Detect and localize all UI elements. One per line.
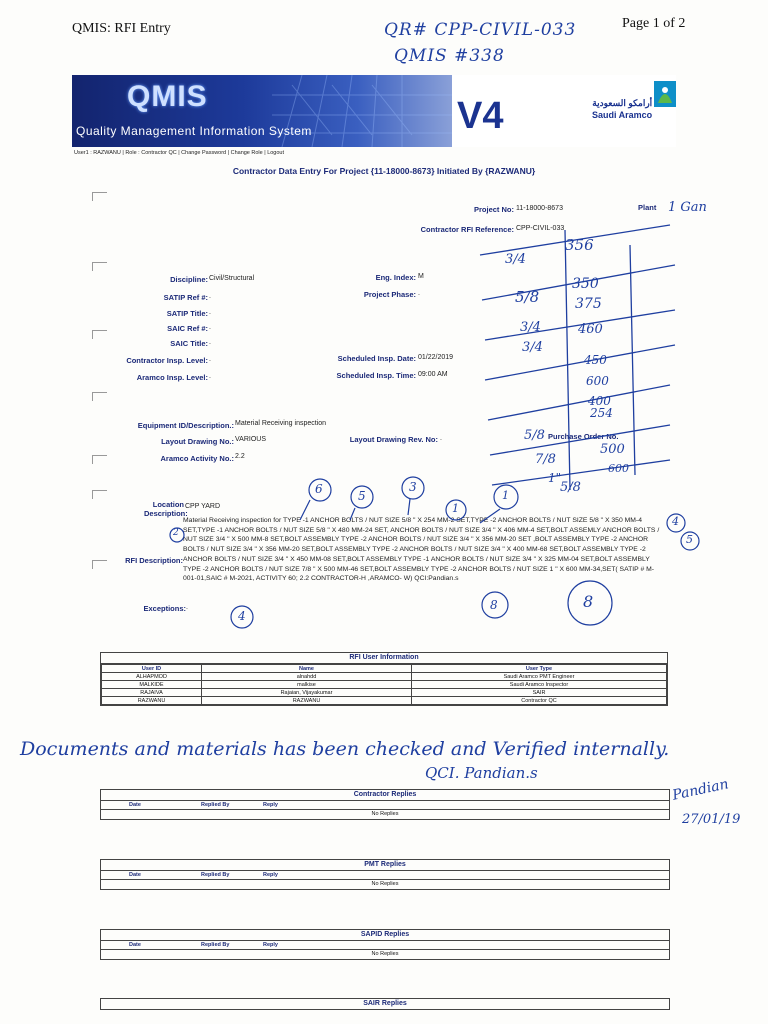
table-row — [102, 689, 667, 697]
handwritten-calc-10: 600 — [586, 374, 609, 388]
project-no-value: 11-18000-8673 — [516, 205, 563, 212]
cell-user-type: Saudi Aramco Inspector — [412, 681, 667, 689]
saudi-aramco-logo — [592, 97, 652, 121]
cell-user-type: SAIR — [412, 689, 667, 697]
handwritten-qr-number: QR# CPP-CIVIL-033 — [384, 20, 577, 40]
col-user-type: User Type — [412, 665, 667, 673]
cell-user-id: ALHAPMOD — [102, 673, 202, 681]
cell-name: malkise — [202, 681, 412, 689]
purchase-order-label: Purchase Order No. — [548, 432, 619, 441]
layout-rev-label: Layout Drawing Rev. No: — [349, 435, 438, 444]
col-name: Name — [202, 665, 412, 673]
aramco-emblem-icon — [654, 81, 676, 107]
sched-time-value: 09:00 AM — [418, 371, 448, 378]
rfi-user-info-title: RFI User Information — [101, 653, 667, 664]
plant-label: Plant — [638, 203, 657, 212]
discipline-value: Civil/Structural — [209, 275, 255, 282]
sapid-replies-section — [100, 929, 670, 960]
no-replies-text: No Replies — [371, 951, 399, 957]
col-date: Date — [129, 872, 141, 878]
col-user-id: User ID — [102, 665, 202, 673]
handwritten-calc-17: 1" — [548, 471, 562, 485]
circle-mark-8: 2 — [173, 528, 179, 538]
circle-mark-9: 4 — [238, 609, 246, 623]
handwritten-calc-3: 5/8 — [515, 288, 540, 306]
col-reply: Reply — [263, 942, 278, 948]
cell-user-id: MALKIDE — [102, 681, 202, 689]
handwritten-calc-5: 375 — [575, 296, 602, 312]
eng-index-value: M — [418, 273, 424, 280]
satip-title-label: SATIP Title: — [166, 309, 208, 318]
table-row — [102, 697, 667, 705]
sair-replies-title: SAIR Replies — [101, 999, 669, 1010]
cell-name: Rajaian, Vijayakumar — [202, 689, 412, 697]
col-date: Date — [129, 942, 141, 948]
rfi-description-value: Material Receiving inspection for TYPE -1 ANCHOR BOLTS / NUT SIZE 5/8 " X 254 MM-2 SET,TYPE -2 ANCHOR BOLTS / NUT SIZE 5/8 " X 350 MM-4 SET,TYPE -1 ANCHOR BOLTS / NUT SIZE 5/8 " X 480 MM-24 SET, ANCHOR BOLTS / NUT SIZE 3/4 " X 406 MM-4 SET,BOLT ASSEMLY ANCHOR BOLTS / NUT SIZE 3/4 " X 500 MM-8 SET,BOLT ASSEMBLY TYPE -2 ANCHOR BOLTS / NUT SIZE 3/4 " X 356 MM-20 SET ,BOLT ASSEMBLY TYPE -2 ANCHOR BOLTS / NUT SIZE 3/4 " X 356 MM-20 SET,BOLT ASSEMBLY TYPE -2 ANCHOR BOLTS / NUT SIZE 3/4 " X 400 MM-68 SET,BOLT ASSEMBLY TYPE -2 ANCHOR BOLTS / NUT SIZE 3/4 " X 450 MM-08 SET,BOLT ASSEMBLY TYPE -1 ANCHOR BOLTS / NUT SIZE 3/4 " X 325 MM-04 SET,BOLT ASSEMBLY TYPE -2 ANCHOR BOLTS / NUT SIZE 7/8 " X 500 MM-46 SET,BOLT ASSEMBLY TYPE -2 ANCHOR BOLTS / NUT SIZE 1 " X 600 MM-34,SET( SATIP # M-001-01,SAIC # M-2021, ACTIVITY 60; 2.2 CONTRACTOR-H ,ARAMCO- W) QCI:Pandian.s — [183, 517, 660, 583]
sair-replies-section — [100, 998, 670, 1010]
page-number: Page 1 of 2 — [622, 16, 686, 31]
handwritten-calc-4: 350 — [572, 276, 599, 292]
activity-label: Aramco Activity No.: — [160, 454, 234, 463]
qmis-logo: QMIS — [127, 80, 208, 113]
document-title: QMIS: RFI Entry — [72, 21, 171, 36]
aramco-insp-value: . — [209, 373, 211, 380]
rfi-description-label: RFI Description: — [125, 556, 183, 565]
cell-user-type: Contractor QC — [412, 697, 667, 705]
handwritten-qci-name: QCI. Pandian.s — [425, 764, 538, 782]
saic-title-label: SAIC Title: — [170, 339, 208, 348]
rfi-user-info-table — [100, 652, 668, 706]
sched-date-label: Scheduled Insp. Date: — [337, 354, 416, 363]
contractor-ref-value: CPP-CIVIL-033 — [516, 225, 565, 232]
handwritten-calc-9: 450 — [584, 353, 607, 367]
col-replied-by: Replied By — [201, 802, 230, 808]
exceptions-label: Exceptions: — [143, 604, 186, 613]
form-title: Contractor Data Entry For Project {11-18000-8673} Initiated By {RAZWANU} — [232, 166, 536, 176]
col-date: Date — [129, 802, 141, 808]
sched-time-label: Scheduled Insp. Time: — [336, 371, 416, 380]
sapid-replies-title: SAPID Replies — [101, 930, 669, 941]
version-label: V4 — [457, 95, 504, 137]
cell-user-id: RAZWANU — [102, 697, 202, 705]
circled-annotation-marks — [150, 475, 710, 635]
handwritten-calc-1: 356 — [565, 236, 594, 254]
col-replied-by: Replied By — [201, 872, 230, 878]
handwritten-calc-16: 600 — [608, 462, 629, 475]
handwritten-calc-15: 7/8 — [535, 452, 556, 467]
circle-mark-11: 8 — [583, 592, 594, 611]
satip-ref-value: . — [209, 293, 211, 300]
no-replies-text: No Replies — [371, 881, 399, 887]
layout-rev-value: . — [440, 435, 442, 442]
saic-ref-label: SAIC Ref #: — [167, 324, 208, 333]
equipment-label: Equipment ID/Description.: — [137, 421, 234, 430]
circle-mark-2: 5 — [358, 489, 366, 503]
circle-mark-3: 3 — [409, 480, 417, 494]
aramco-insp-label: Aramco Insp. Level: — [136, 373, 208, 382]
circle-mark-6: 4 — [672, 515, 679, 528]
layout-drawing-label: Layout Drawing No.: — [161, 437, 234, 446]
contractor-replies-section — [100, 789, 670, 820]
satip-ref-label: SATIP Ref #: — [163, 293, 208, 302]
no-replies-text: No Replies — [371, 811, 399, 817]
saic-title-value: . — [209, 339, 211, 346]
sched-date-value: 01/22/2019 — [418, 354, 454, 361]
handwritten-calc-14: 500 — [600, 442, 625, 457]
handwritten-calc-2: 3/4 — [505, 252, 526, 267]
handwritten-calc-6: 3/4 — [520, 320, 541, 335]
contractor-ref-label: Contractor RFI Reference: — [420, 225, 514, 234]
location-label: Location Description: — [144, 500, 188, 518]
project-no-label: Project No: — [473, 205, 514, 214]
handwritten-signature: Pandian — [670, 776, 731, 804]
location-value: CPP YARD — [185, 503, 221, 510]
company-name-english: Saudi Aramco — [592, 110, 653, 120]
handwritten-verification-note: Documents and materials has been checked and Verified internally. — [20, 738, 670, 760]
user-bar[interactable]: User1 : RAZWANU | Role : Contractor QC | Change Password | Change Role | Logout — [74, 150, 285, 156]
cell-user-id: RAJAIVA — [102, 689, 202, 697]
activity-value: 2.2 — [235, 453, 245, 460]
handwritten-calc-18: 5/8 — [560, 480, 581, 495]
pmt-replies-title: PMT Replies — [101, 860, 669, 871]
contractor-insp-value: . — [209, 356, 211, 363]
user-table — [101, 664, 667, 705]
cell-name: RAZWANU — [202, 697, 412, 705]
banner-subtitle: Quality Management Information System — [76, 124, 312, 138]
discipline-label: Discipline: — [170, 275, 208, 284]
table-row — [102, 681, 667, 689]
exceptions-value: . — [186, 604, 188, 611]
pmt-replies-section — [100, 859, 670, 890]
circle-mark-5: 1 — [502, 489, 509, 502]
col-replied-by: Replied By — [201, 942, 230, 948]
equipment-value: Material Receiving inspection — [235, 420, 327, 427]
col-reply: Reply — [263, 872, 278, 878]
handwritten-calc-8: 3/4 — [522, 340, 543, 355]
eng-index-label: Eng. Index: — [375, 273, 416, 282]
cell-name: alnahdd — [202, 673, 412, 681]
circle-mark-4: 1 — [452, 502, 459, 515]
project-phase-value: . — [418, 290, 420, 297]
handwritten-calc-19: 1 Gan — [668, 200, 707, 215]
saic-ref-value: . — [209, 324, 211, 331]
table-row — [102, 673, 667, 681]
handwritten-calc-11: 400 — [588, 394, 611, 408]
banner-graphic — [72, 75, 452, 147]
qmis-banner — [72, 75, 676, 147]
company-name-arabic: أرامكو السعودية — [592, 98, 653, 108]
handwritten-qmis-number: QMIS #338 — [394, 46, 505, 66]
circle-mark-7: 5 — [686, 533, 693, 546]
contractor-replies-title: Contractor Replies — [101, 790, 669, 801]
satip-title-value: . — [209, 309, 211, 316]
handwritten-calc-7: 460 — [578, 322, 603, 337]
project-phase-label: Project Phase: — [363, 290, 416, 299]
cell-user-type: Saudi Aramco PMT Engineer — [412, 673, 667, 681]
contractor-insp-label: Contractor Insp. Level: — [126, 356, 208, 365]
col-reply: Reply — [263, 802, 278, 808]
handwritten-calc-12: 254 — [590, 406, 613, 420]
circle-mark-1: 6 — [315, 482, 323, 496]
layout-drawing-value: VARIOUS — [235, 436, 266, 443]
circle-mark-10: 8 — [490, 598, 498, 612]
handwritten-signature-date: 27/01/19 — [682, 812, 741, 827]
handwritten-calc-13: 5/8 — [524, 428, 545, 443]
